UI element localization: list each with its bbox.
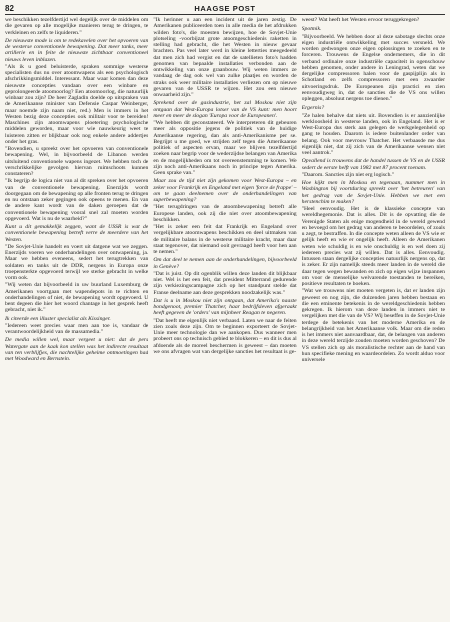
answer-paragraph: "Bovendien, u spreekt over het opvoeren van conventionele bewapening. Wel, in bijvoorbeeld de Libanon werden uitsluitend conventionele wapens ingezet. We hebben toch de verschrikkelijke gevolgen hiervan ruimschoots kunnen constateren?: [5, 146, 149, 177]
article-column-2: [153, 17, 296, 618]
answer-paragraph: "Ik begrijp de logica niet van al dit spreken over het opvoeren van de conventionele bewapening. Enerzijds wordt doorgegaan om de bewapening op alle fronten terug te dringen en nu ontstaan zeker gegingen ook opeens te menen. En van de andere kant wordt van de daken geroepen dat de conventionele bewapening vooral snel zal moeten worden opgevoerd. Wat is nu de waarheid?": [5, 178, 149, 222]
article-column-3: [302, 17, 445, 618]
interview-question: Kunt u dit gemakkelijk zeggen, want de USSR is wat de conventionele bewapening betreft verre de meerdere van het Westen.: [5, 224, 149, 243]
answer-paragraph: "Het is zeker een feit dat Frankrijk en Engeland over vergelijkbare atoomwapens beschikken en deel uitmaken van de militaire balans in de westerse militaire kracht, maar daar staat tegenover, dat niemand ooit gevraagd heeft voor hen aan te nemen.": [153, 224, 297, 255]
answer-paragraph: "Dat heeft me eigenlijk niet verbaasd. Laten we naar de feiten zien zoals deze zijn. Om te beginnen exporteert de Sovjet-Unie meer technologie dan we aankopen. Dus wanneer men probeert ons op technisch gebied te blokkeren – en dit is dus al afdoende als de moreel beschermen is geweest – dan moeten we ons afvragen wat van dergelijke sancties het resultaat is ge-: [153, 317, 297, 355]
answer-paragraph: "Dat is juist. Op dit ogenblik willen deze landen dit blijkbaar niet. Wel is het een feit, dat president Mitterrand gedurende zijn verkiezingscampagne zich op het standpunt stelde dat Franse deelname aan deze gesprekken noodzakelijk was.": [153, 270, 297, 296]
answer-paragraph: "Bijvoorbeeld. We hebben door al deze sabotage slechts onze eigen industriële ontwikkeling met succes versneld. We worden gedwongen onze eigen oplossingen te zoeken en te forceren. Trouwens de Engelse ondernemers, die in dit verband ordinaire onze industriële capaciteit in ogenschouw hebben genomen, onder andere in Leningrad, weten dat we dergelijke compressoren halen voor de gaspijplijn als in Schotland en zelfs compressoren met een zwaarder uitvoeringsdruk. De Europeanen zijn practici en zien eenvoudigweg in, dat de sancties die de VS ons willen opleggen, absoluut nergens toe dienen.": [301, 33, 445, 102]
interview-question: Om dat deel te nemen aan de onderhandelingen, bijvoorbeeld in Genève?: [153, 257, 297, 270]
article-columns: [5, 17, 445, 618]
answer-paragraph: "Iedereen weet precies waar men aan toe is, vandaar de verantwoordelijkheid van de massamedia.": [5, 322, 149, 335]
answer-paragraph: "Wij weten dat bijvoorbeeld in uw buurland Luxemburg de Amerikanen voortgaan met wapendepots in te richten en onderhandelingen of niet, de bewapening wordt opgevoerd. U bent degeen die hier het woord chantage in het gesprek heeft gebracht, niet ik.": [5, 282, 149, 314]
interview-question: Maar zou de tijd niet zijn gekomen voor West-Europa – en zeker voor Frankrijk en Engeland met eigen 'force de frappe' – om te gaan deelnemen over de onderhandelingen van superbewapening?: [153, 178, 297, 203]
answer-paragraph: "Daarom. Sancties zijn niet erg logisch.": [301, 171, 395, 178]
answer-paragraph: "Het terugdringen van de atoombewapening betreft alle Europese landen, ook zij die niet over atoombewapening beschikken.: [153, 204, 297, 223]
answer-paragraph: "We hebben dit geconstateerd. We interpreteren dit gebeuren meer als oppositie jegens de politiek van de huidige Amerikaanse regering, dan als anti-Amerikanisme per se. Begrijpt u me goed, we strijden zelf tegen die Amerikaanse politiek of aspecten ervan, maar we blijven tezelfdertijd zoeken naar begrip voor de wederzijdse belangen van Amerika en de mogelijkheden om tot overeenstemming te komen. We zijn noch anti-Amerikaans noch in principe tegen Amerika. Geen sprake van.": [153, 120, 297, 176]
publication-title: HAAGSE POST: [194, 4, 256, 13]
interview-question: Ik citeerde een illuster specialist als Kissinger.: [5, 315, 111, 322]
interjection: Spotmik.: [301, 26, 322, 33]
interview-question: Opvallend is trouwens dat de handel tussen de VS en de USSR sedert de eerste helft van 1982 met 87 procent toenam.: [301, 158, 445, 171]
interview-question: De nieuwste mode is om te redekavelen over het opvoeren van de westerse conventionele bewapening. Dat meer tanks, meer artillerie en in feite de nieuwste zichtbaar conventioneel nieuws leven inblazen.: [5, 37, 149, 63]
answer-paragraph: "Heel eenvoudig. Het is de klassieke concepte van wereldhegemonie. Dat is alles. Dit is de opvatting die de Verenigde Staten als enige mogendheid in de wereld gewend en bevoegd om het gedrag van anderen te beoordelen, of zoals u zegt, te bestraffen. In die concepte weten alleen de VS wie er gelijk heeft en wie er ongelijk heeft. Alleen de Amerikanen weten wie schuldig is en wie onschuldig is en wel doen zij iedereen precies wat zij willen. Dat is alles. Eenvoudig. Intussen staan dergelijke concepties natuurlijk nergens op, dat is zeker. Er zijn namelijk steeds meer landen in de wereld die daar tegen wegen bewanden en zich op eigen wijze inspannen om voor de menselijke welvarende toestanden te bereiken, positieve resultaten te boeken.: [301, 206, 445, 287]
answer-paragraph: we beschikken tezelfdertijd wel degelijk over de middelen om die gevaren op alle mogelijke manieren terug te dringen, te verkleinen en zelfs te liquideren.": [5, 17, 149, 36]
interview-question: Sprekend over de gasindustrie, het zal Moskou niet zijn ontgaan dat West-Europa lotser van de VS kunt: men hoort meer en meer de slogan 'Europa voor de Europeanen'.: [153, 100, 297, 119]
interview-question: Hoe kijkt men in Moskou en tegenaan, nummer men in Washington bij voortduring spreekt over 'het betreuren' van het gedrag van de Sovjet-Unie. Hebben we met een herstenchim te maken?: [301, 180, 445, 205]
article-column-1: [5, 17, 148, 618]
answer-paragraph: "Als ik u goed beluisterde, spraken sommige westerse specialisten dus nu over atoomwapens als een psychologisch afschrikkingsmiddel. Interessant. Maar waar komen dan deze nieuwste concepties vandaan over een winbare en geprolongeerde atoomoorlog? Een atoomoorlog, die natuurlijk winbaar zou zijn? De heer Zagladin doelde op uitspraken van de Amerikaanse minister van Defensie Caspar Weinberger, maar noemde zijn naam niet, red.) Men is immers in het Westen bezig deze concepties ook militair voor te bereiden! Maschines zijn atoomwapens ploetering psychologische middelen geworden, maar voor wie nauwkeurig weet te luisteren zitten er blijkbaar ook nog enkele andere addertjes onder het gras.: [5, 63, 149, 145]
answer-paragraph: weest? Wat heeft het Westen ervoor teruggekregen?: [301, 17, 420, 23]
page-header: [5, 4, 445, 15]
page-number: 82: [5, 4, 14, 13]
interview-question: De media willen wel, maar vergeet u niet: dat de pers Watergate aan de kaak kon stellen was het indirecte resultaat van ten verblijfjes, die nachtelijke geheime ontmoetingen had met Woodward en Bernstein.: [5, 337, 149, 362]
answer-paragraph: "De Sovjet-Unie handelt en voert uit datgene wat we zeggen. Enerzijds voeren we onderhandelingen over ontwapening, ja. Maar we hebben eveneens, sedert het terugtrekken van soldaten en tanks uit de DDR, nergens in Europa onze troepensterkte opgevoerd terwijl we sterke gebracht in welke vorm ook.: [5, 243, 149, 281]
answer-paragraph: "Ik herinner u aan een incident uit de jaren zestig. De Amerikanen publiceerden toen in alle media de het afdrukken wilden foto's, die moesten bewijzen, hoe de Sovjet-Unie plotseling -voorbijzat grote atoomgeschiedenis raketten in stelling had gebracht, die het Westen in nieuw gevaar brachten. Pas veel later werd in kleine letterties meegedeeld dat men zich had vergist en dat de satellieten foto's hadden genomen van bepaalde installaties verbonden aan de ontwikkeling van onze graanbouw. Wij weten immers ze vandaag de dag ook wel van zulke plaatjes en worden de straks ook weer militaire installaties verliezen om op nieuwe gevaren van de USSR te wijzen. Het zou een nieuwe onwaarheid zijn.": [153, 17, 297, 98]
interview-question: Dat is u in Moskou niet zijn ontgaan, dat Amerika's naaste bondgenoot, premier Thatcher, haar bedrijfsleven afgeraakt heeft gegeven de 'orders' van mijnheer Reagan te negeren.: [153, 297, 297, 317]
interjection: Ergernis?: [301, 105, 325, 112]
answer-paragraph: "Wat we trouwens niet moeten vergeten is, dat er landen zijn geweest en nog zijn, die duizenden jaren hebben bestaan en die een eminente betekenis in de wereldgeschiedenis hebben gekregen. Ik hierom van deze landen in immers niet te vergelijken met die van de VS? Wij beseffen in de Sovjet-Unie terdege de betekenis van het moderne Amerika en de belangrijkheid van het Amerikaanse volk. Maar om die reden is het immers niet aanvaardbaar, dat, de belangen van anderen in deze wereld terzijde zouden moeten worden geschoven? De VS stellen zich op als moralistische rechter aan de hand van hun specifieke mening en waardeordelen. Zo wordt alduo voor universele: [301, 288, 445, 363]
answer-paragraph: "Ze halen behalve dat niets uit. Bovendien is er aanzienlijke werkloosheid in westerse landen, ook in Engeland. Het is er West-Europa dus sterk aan gelegen de werkgelegenheid op gang te houden. Daarom is iedere buitenlander order van belang. Ook voor mevrouw Thatcher. Het verbaasde me dus eigenlijk niet, dat zij zich van de Amerikaanse wensen niet veel aantrok.": [301, 112, 445, 156]
